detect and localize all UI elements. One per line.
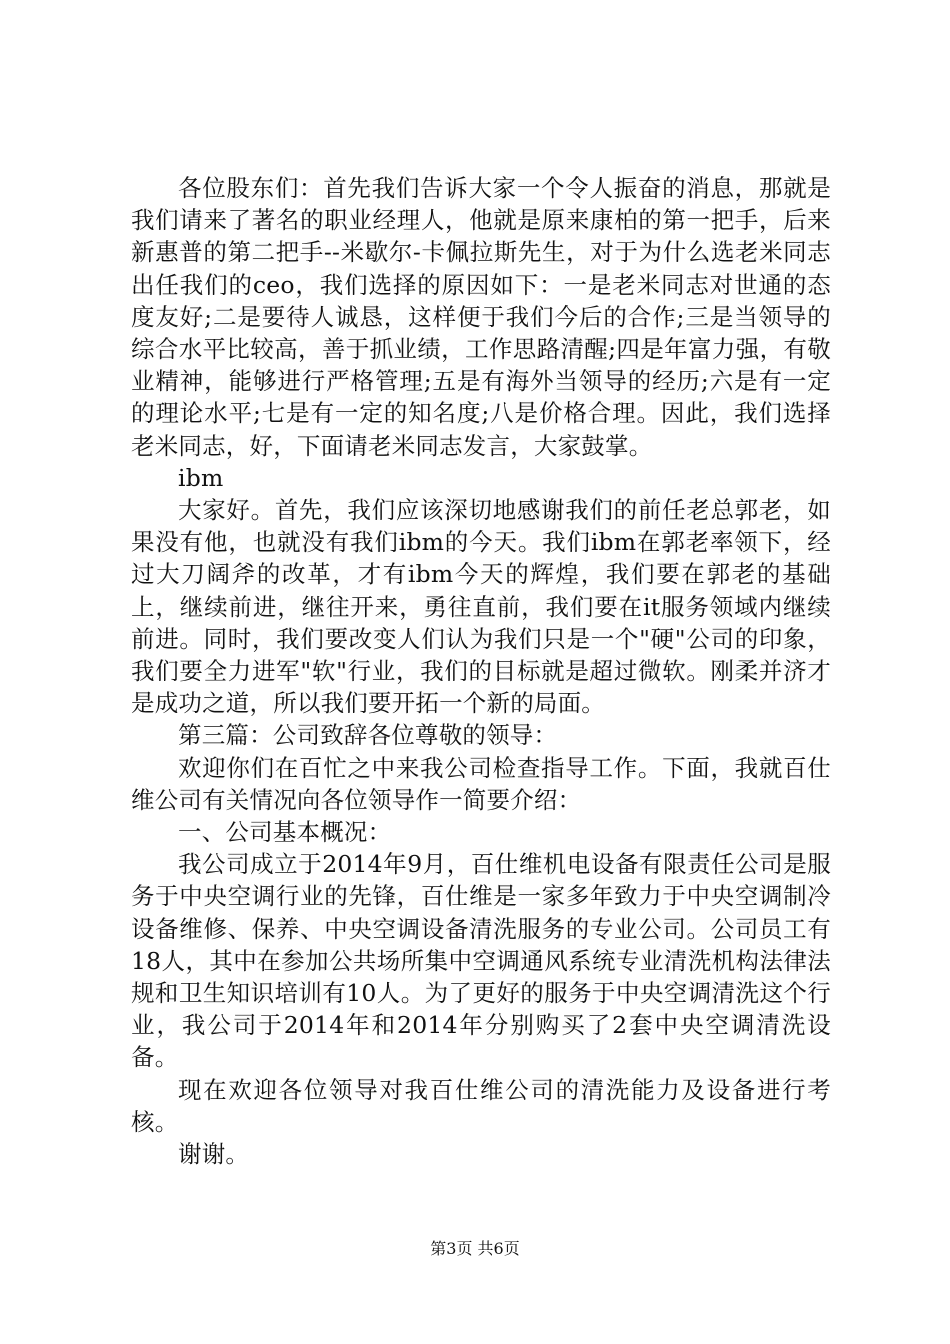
paragraph-section-title: 第三篇：公司致辞各位尊敬的领导： (178, 721, 558, 750)
paragraph-overview-heading: 一、公司基本概况： (178, 818, 392, 847)
paragraph-ibm-speech: 大家好。首先，我们应该深切地感谢我们的前任老总郭老，如果没有他，也就没有我们ibm的今天。我们ibm在郭老率领下，经过大刀阔斧的改革，才有ibm今天的辉煌，我们要在郭老的基础上，继续前进，继往开来，勇往直前，我们要在it服务领域内继续前进。同时，我们要改变人们认为我们只是一个"硬"公司的印象，我们要全力进军"软"行业，我们的目标就是超过微软。刚柔并济才是成功之道，所以我们要开拓一个新的局面。 (131, 496, 831, 718)
paragraph-ibm-heading: ibm (178, 463, 224, 492)
paragraph-welcome: 欢迎你们在百忙之中来我公司检查指导工作。下面，我就百仕维公司有关情况向各位领导作一简要介绍： (131, 753, 831, 814)
paragraph-thanks: 谢谢。 (178, 1140, 250, 1169)
document-body (131, 172, 831, 1170)
page-number-footer: 第3页 共6页 (430, 1239, 520, 1258)
paragraph-shareholders-speech: 各位股东们：首先我们告诉大家一个令人振奋的消息，那就是我们请来了著名的职业经理人，他就是原来康柏的第一把手，后来新惠普的第二把手--米歇尔-卡佩拉斯先生，对于为什么选老米同志出任我们的ceo，我们选择的原因如下：一是老米同志对世通的态度友好;二是要待人诚恳，这样便于我们今后的合作;三是当领导的综合水平比较高，善于抓业绩，工作思路清醒;四是年富力强，有敬业精神，能够进行严格管理;五是有海外当领导的经历;六是有一定的理论水平;七是有一定的知名度;八是价格合理。因此，我们选择老米同志，好，下面请老米同志发言，大家鼓掌。 (131, 174, 831, 460)
paragraph-invitation: 现在欢迎各位领导对我百仕维公司的清洗能力及设备进行考核。 (131, 1075, 831, 1136)
paragraph-company-intro: 我公司成立于2014年9月，百仕维机电设备有限责任公司是服务于中央空调行业的先锋，百仕维是一家多年致力于中央空调制冷设备维修、保养、中央空调设备清洗服务的专业公司。公司员工有18人，其中在参加公共场所集中空调通风系统专业清洗机构法律法规和卫生知识培训有10人。为了更好的服务于中央空调清洗这个行业，我公司于2014年和2014年分别购买了2套中央空调清洗设备。 (131, 850, 831, 1072)
